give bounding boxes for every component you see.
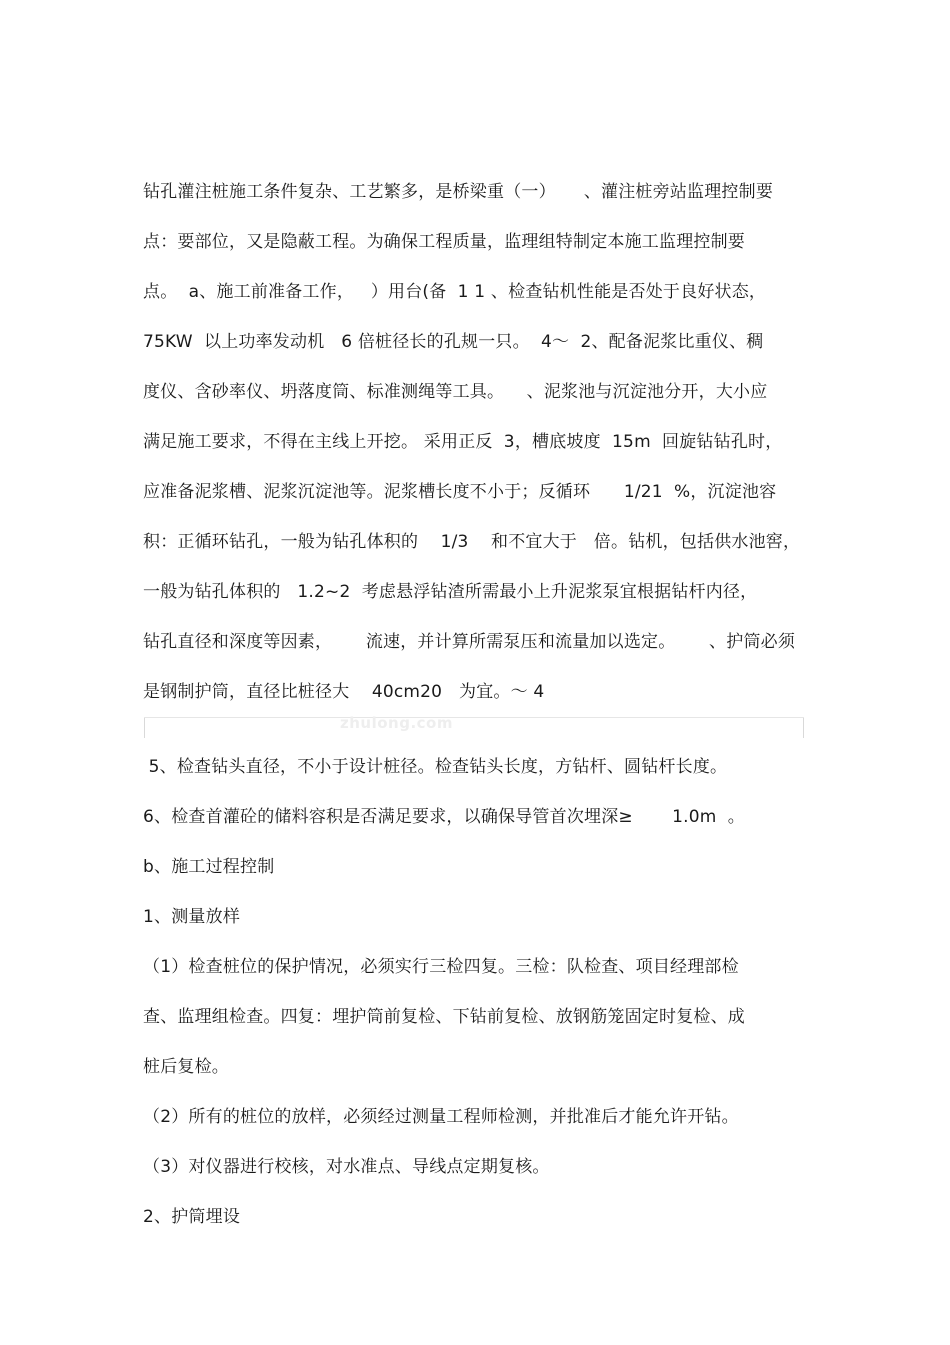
watermark-frame (144, 717, 804, 738)
paragraph-line: （1）检查桩位的保护情况，必须实行三检四复。三检：队检查、项目经理部检 (143, 957, 739, 977)
paragraph-line: 应准备泥浆槽、泥浆沉淀池等。泥浆槽长度不小于；反循环 1/21 %，沉淀池容 (143, 482, 777, 502)
paragraph-line: 点。 a、施工前准备工作， ）用台(备 1 1 、检查钻机性能是否处于良好状态， (143, 282, 767, 302)
frame-edge-left (144, 718, 145, 738)
paragraph-line: 桩后复检。 (143, 1057, 229, 1077)
paragraph-line: （3）对仪器进行校核，对水准点、导线点定期复核。 (143, 1157, 550, 1177)
paragraph-line: （2）所有的桩位的放样，必须经过测量工程师检测，并批准后才能允许开钻。 (143, 1107, 739, 1127)
paragraph-line: 5、检查钻头直径，不小于设计桩径。检查钻头长度，方钻杆、圆钻杆长度。 (143, 757, 728, 777)
subsection-heading: 1、测量放样 (143, 907, 241, 927)
paragraph-line: 6、检查首灌砼的储料容积是否满足要求，以确保导管首次埋深≥ 1.0m 。 (143, 807, 745, 827)
subsection-heading: 2、护筒埋设 (143, 1207, 241, 1227)
frame-edge-right (803, 718, 804, 738)
paragraph-line: 度仪、含砂率仪、坍落度筒、标准测绳等工具。 、泥浆池与沉淀池分开，大小应 (143, 382, 768, 402)
paragraph-line: 钻孔直径和深度等因素， 流速，并计算所需泵压和流量加以选定。 、护筒必须 (143, 632, 796, 652)
paragraph-line: 一般为钻孔体积的 1.2~2 考虑悬浮钻渣所需最小上升泥浆泵宜根据钻杆内径， (143, 582, 758, 602)
watermark: zhulong.com (340, 714, 453, 732)
paragraph-line: 是钢制护筒，直径比桩径大 40cm20 为宜。～ 4 (143, 682, 545, 702)
paragraph-line: 满足施工要求，不得在主线上开挖。 采用正反 3，槽底坡度 15m 回旋钻钻孔时， (143, 432, 783, 452)
section-heading: b、施工过程控制 (143, 857, 275, 877)
paragraph-line: 75KW 以上功率发动机 6 倍桩径长的孔规一只。 4～ 2、配备泥浆比重仪、稠 (143, 332, 764, 352)
paragraph-line: 积：正循环钻孔，一般为钻孔体积的 1/3 和不宜大于 倍。钻机，包括供水池窖， (143, 532, 801, 552)
paragraph-line: 点：要部位，又是隐蔽工程。为确保工程质量，监理组特制定本施工监理控制要 (143, 232, 745, 252)
paragraph-line: 查、监理组检查。四复：埋护筒前复检、下钻前复检、放钢筋笼固定时复检、成 (143, 1007, 745, 1027)
paragraph-line: 钻孔灌注桩施工条件复杂、工艺繁多，是桥梁重（一） 、灌注桩旁站监理控制要 (143, 182, 774, 202)
